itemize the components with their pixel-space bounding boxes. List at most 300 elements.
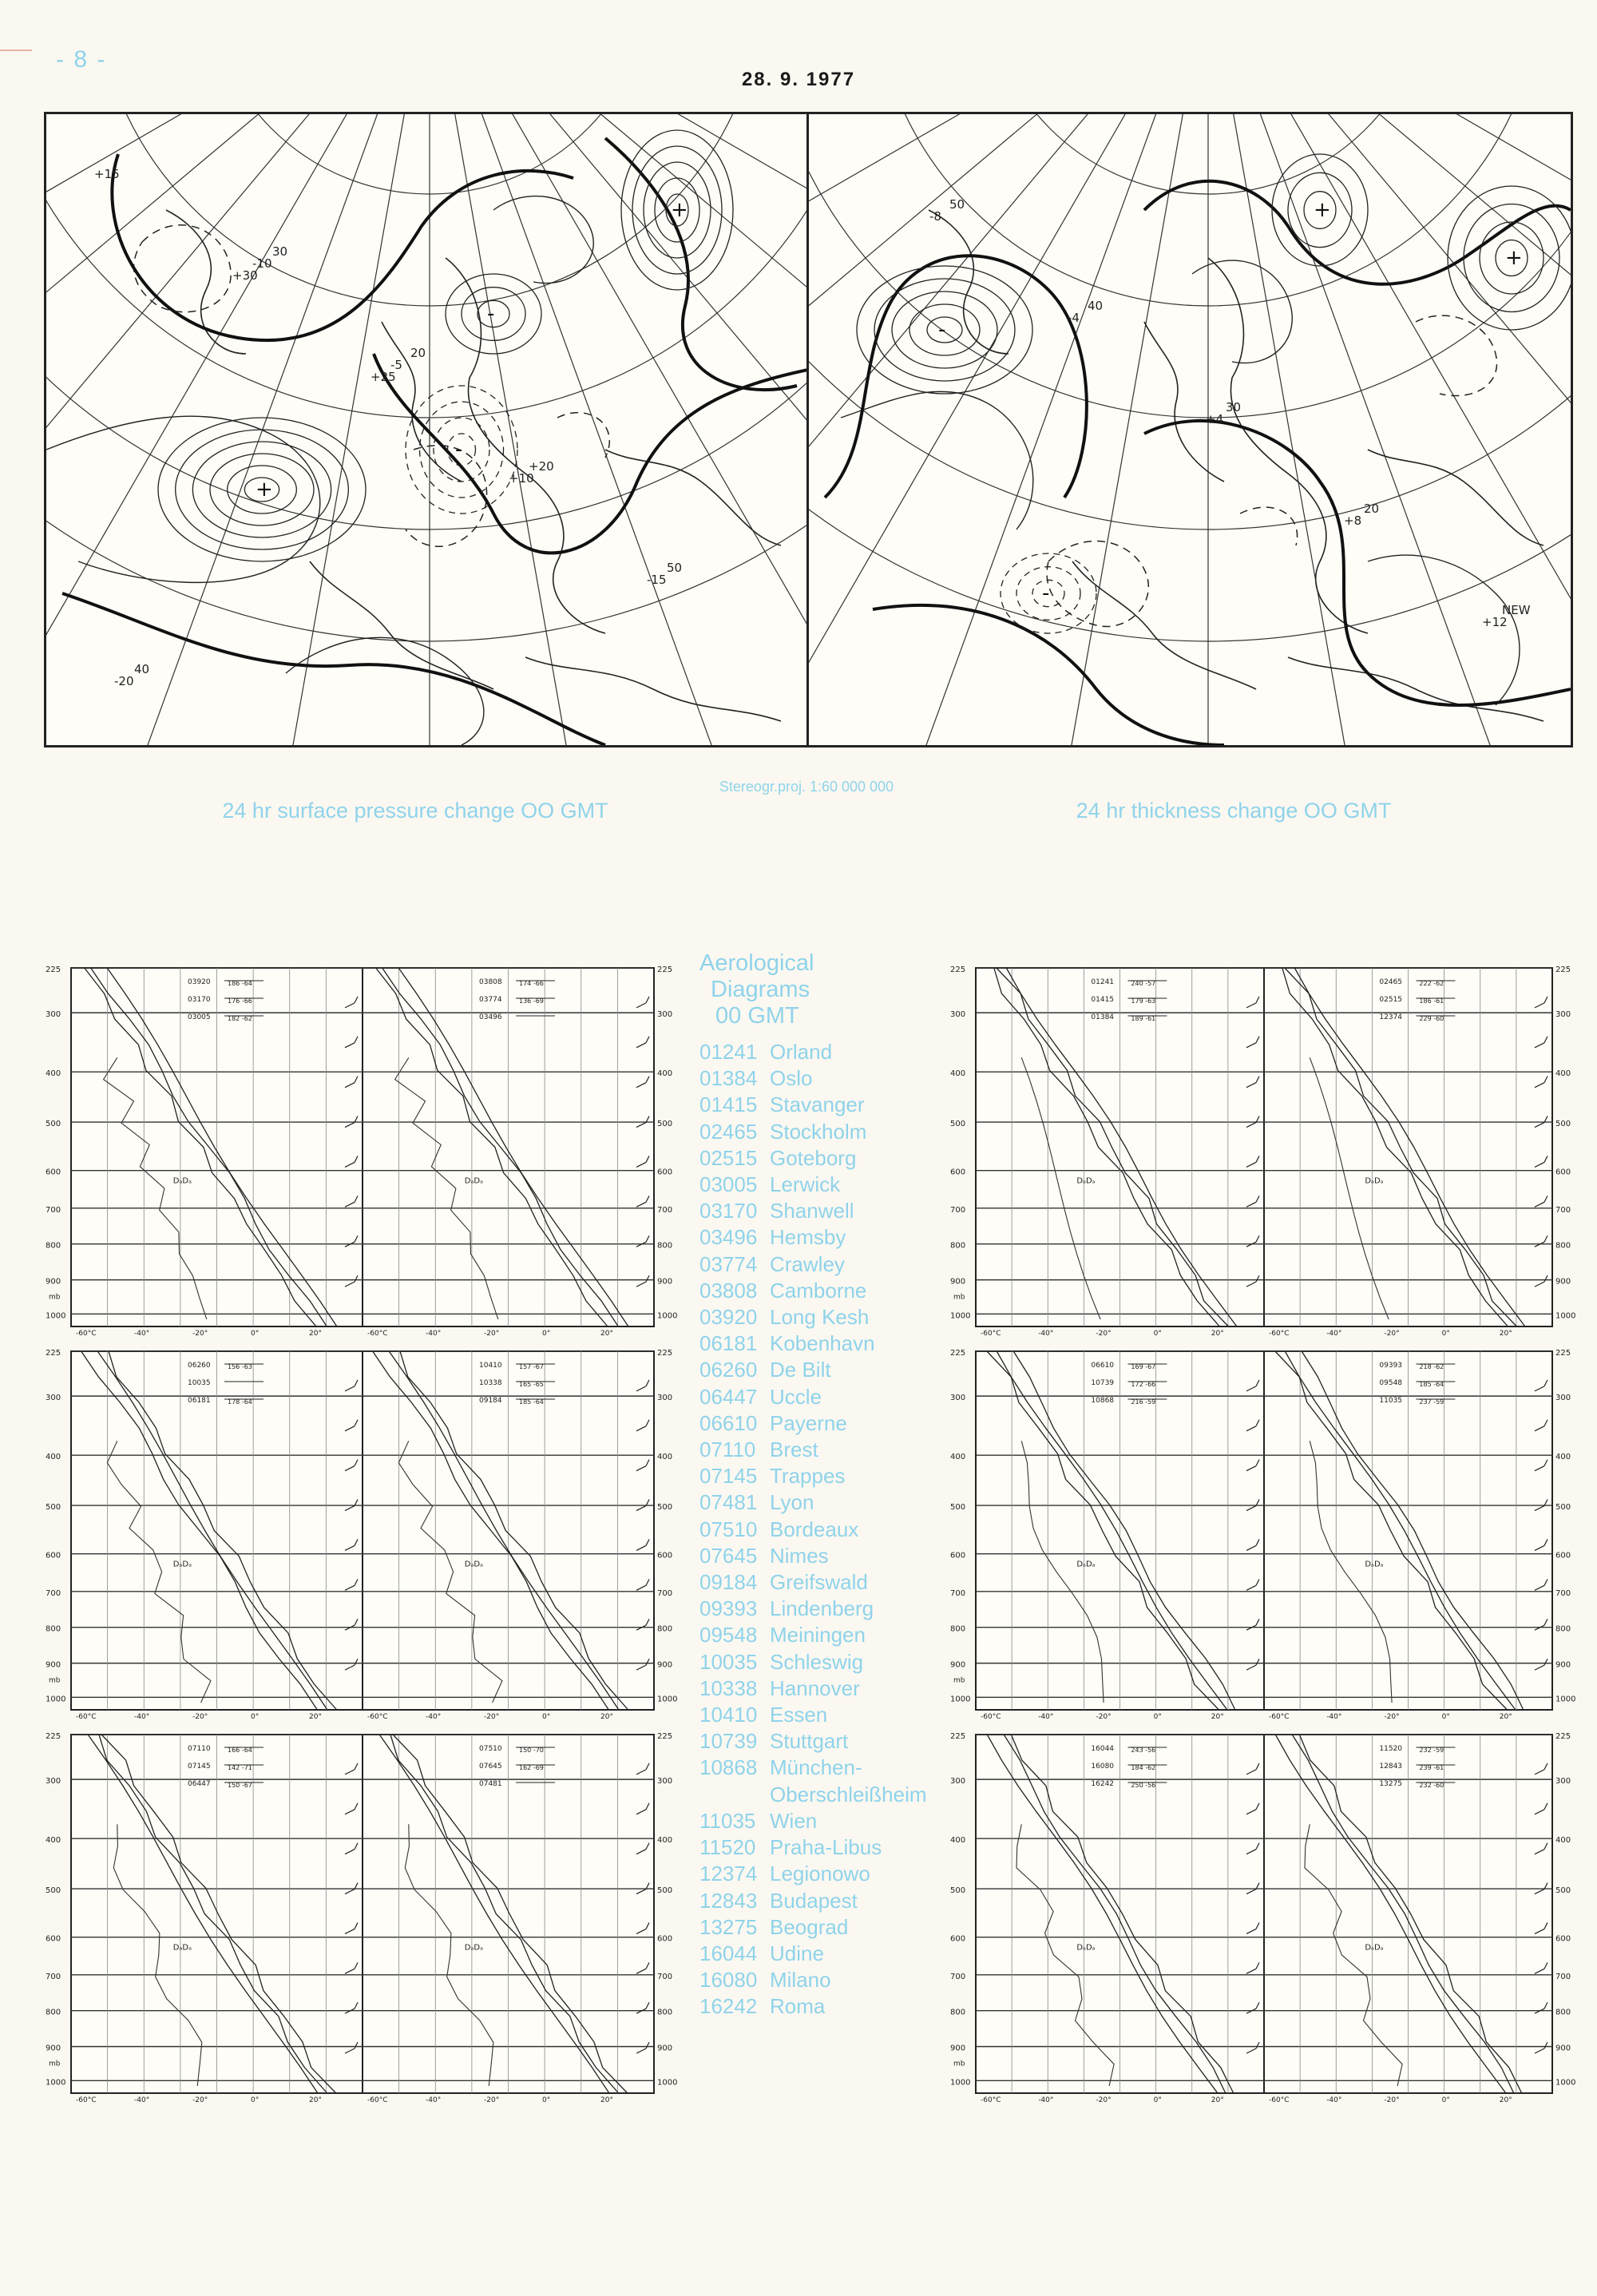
zero-isoline: [374, 354, 808, 553]
map-label: -20: [114, 674, 134, 688]
station-name: Lerwick: [770, 1172, 841, 1197]
aerological-diagram: [44, 1342, 681, 1721]
station-code: 10410: [699, 1703, 758, 1727]
diagram-station-code: 06181: [188, 1397, 211, 1405]
temperature-label: 0°: [1153, 2096, 1162, 2104]
temperature-label: -20°: [484, 1713, 500, 1721]
left-map-caption: 24 hr surface pressure change OO GMT: [222, 799, 608, 823]
station-name: Long Kesh: [770, 1305, 870, 1330]
pressure-label: 900: [46, 1660, 61, 1670]
station-list: [699, 950, 939, 2020]
map-label: +20: [529, 459, 554, 474]
temperature-label: -40°: [1326, 1713, 1342, 1721]
pressure-label: 1000: [950, 2078, 971, 2088]
station-code: 10035: [699, 1649, 758, 1674]
center-marker: -: [487, 302, 495, 326]
station-code: 16080: [699, 1968, 758, 1993]
map-label: -4: [1068, 311, 1080, 325]
temperature-label: 20°: [1211, 2096, 1224, 2104]
pressure-label: 300: [657, 1394, 673, 1403]
map-left-canvas: [46, 114, 808, 745]
diagram-station-wind: 237 -59: [1419, 1398, 1444, 1406]
meridian-line: [46, 114, 430, 689]
diagram-station-code: 10739: [1091, 1379, 1115, 1387]
map-label: +10: [509, 471, 534, 486]
temperature-label: 0°: [251, 2096, 260, 2104]
station-row: [699, 1543, 939, 1569]
temperature-label: 20°: [1499, 1713, 1512, 1721]
station-code: 07110: [699, 1437, 756, 1462]
map-label: 50: [667, 561, 683, 575]
diagram-station-code: 01384: [1091, 1013, 1115, 1021]
pressure-label: 225: [46, 1349, 61, 1358]
map-label: +30: [232, 268, 258, 283]
diagram-station-code: 02515: [1379, 996, 1403, 1004]
diagram-station-wind: 232 -60: [1419, 1782, 1444, 1789]
pressure-label: 600: [46, 1551, 61, 1560]
isoline: [286, 637, 484, 745]
station-rows: [699, 1039, 939, 2020]
pressure-label: 225: [950, 1732, 966, 1741]
diagram-station-code: 10035: [188, 1379, 211, 1387]
map-isolines: [46, 130, 808, 745]
pressure-label: 300: [1555, 1010, 1571, 1020]
meridian-line: [1208, 114, 1571, 745]
station-row: [699, 1489, 939, 1516]
temperature-label: 0°: [1441, 1713, 1450, 1721]
diagram-station-code: 03920: [188, 978, 211, 986]
station-row: [699, 1808, 939, 1834]
temperature-label: -40°: [1038, 1713, 1054, 1721]
station-name: Oslo: [770, 1066, 813, 1091]
diagram-station-code: 11035: [1379, 1397, 1403, 1405]
aerological-diagram: [949, 958, 1579, 1338]
station-code: 03170: [699, 1199, 758, 1223]
pressure-label: 1000: [46, 2078, 66, 2088]
pressure-label: 1000: [46, 1311, 66, 1321]
station-code: 07510: [699, 1517, 758, 1541]
pressure-label: 225: [657, 966, 673, 974]
diagram-station-wind: 229 -60: [1419, 1015, 1444, 1022]
dashed-isoline: [1416, 315, 1497, 395]
pressure-label: 700: [657, 1205, 673, 1215]
station-row: [699, 1198, 939, 1224]
station-row: [699, 1251, 939, 1278]
temperature-label: -20°: [1384, 2096, 1400, 2104]
center-marker: -: [938, 318, 946, 342]
pressure-label: 1000: [950, 1311, 971, 1321]
temperature-label: -60°C: [367, 2096, 388, 2104]
pressure-label: 800: [950, 1624, 966, 1634]
isoline: [46, 416, 320, 582]
page-date: 28. 9. 1977: [741, 69, 856, 90]
pressure-label: 1000: [1555, 1695, 1576, 1704]
diagram-station-code: 07110: [188, 1745, 211, 1753]
pressure-label: 700: [950, 1972, 966, 1981]
diagram-station-code: 10410: [479, 1362, 502, 1370]
station-name: Milano: [770, 1968, 831, 1993]
diagram-station-code: 06260: [188, 1362, 211, 1370]
pressure-label: 400: [657, 1453, 673, 1462]
station-name: Oberschleißheim: [770, 1782, 927, 1806]
pressure-label: 300: [950, 1010, 966, 1020]
diagram-station-code: 03170: [188, 996, 211, 1004]
station-list-title-1: Aerological: [699, 950, 814, 976]
center-marker: +: [1505, 246, 1523, 270]
coastline: [525, 657, 781, 721]
temperature-label: -40°: [426, 1713, 442, 1721]
temperature-label: -60°C: [981, 2096, 1001, 2104]
temperature-label: 20°: [600, 1713, 613, 1721]
top-rule: [0, 50, 32, 51]
mb-label: mb: [953, 1293, 965, 1302]
pressure-label: 900: [950, 1277, 966, 1287]
map-right-canvas: [809, 114, 1571, 745]
pressure-label: 400: [1555, 1069, 1571, 1079]
pressure-label: 400: [657, 1836, 673, 1846]
temperature-label: -20°: [1096, 2096, 1112, 2104]
pressure-label: 900: [657, 1660, 673, 1670]
pressure-label: 900: [1555, 1660, 1571, 1670]
pressure-label: 1000: [657, 1311, 678, 1321]
pressure-label: 300: [46, 1394, 61, 1403]
temperature-label: -20°: [1384, 1330, 1400, 1338]
station-row: [699, 1967, 939, 1993]
station-name: Goteborg: [770, 1145, 857, 1170]
diagram-station-code: 09548: [1379, 1379, 1403, 1387]
station-row: [699, 1834, 939, 1861]
pressure-label: 400: [1555, 1836, 1571, 1846]
station-code: 12843: [699, 1888, 758, 1913]
pressure-label: 225: [46, 1732, 61, 1741]
dd-label: DₐDₐ: [1365, 1943, 1384, 1953]
map-label: 20: [1364, 502, 1380, 516]
map-label: +25: [371, 370, 396, 384]
diagram-station-wind: 136 -69: [519, 997, 544, 1005]
pressure-label: 300: [950, 1777, 966, 1786]
pressure-label: 900: [46, 1277, 61, 1287]
station-row: [699, 1092, 939, 1118]
map-label: 40: [134, 662, 150, 676]
station-code: 03808: [699, 1278, 758, 1303]
pressure-label: 400: [950, 1069, 966, 1079]
pressure-label: 600: [950, 1934, 966, 1944]
isoline: [841, 391, 1033, 529]
pressure-label: 400: [950, 1453, 966, 1462]
temperature-label: 0°: [1153, 1713, 1162, 1721]
station-name: Budapest: [770, 1888, 858, 1913]
pressure-label: 1000: [657, 2078, 678, 2088]
pressure-label: 700: [950, 1588, 966, 1598]
pressure-label: 900: [1555, 2044, 1571, 2053]
station-row: [699, 1224, 939, 1251]
pressure-label: 800: [950, 1241, 966, 1251]
pressure-label: 900: [950, 2044, 966, 2053]
temperature-label: -20°: [484, 1330, 500, 1338]
diagram-station-code: 13275: [1379, 1780, 1403, 1788]
temperature-label: 0°: [542, 2096, 551, 2104]
pressure-label: 500: [950, 1120, 966, 1129]
pressure-label: 700: [1555, 1588, 1571, 1598]
station-code: 03496: [699, 1225, 758, 1250]
pressure-label: 900: [46, 2044, 61, 2053]
mb-label: mb: [49, 1293, 61, 1302]
pressure-label: 800: [46, 1241, 61, 1251]
diagram-station-wind: 156 -63: [228, 1363, 252, 1370]
map-label: -5: [390, 358, 402, 372]
station-row: [699, 1649, 939, 1675]
station-name: Stockholm: [770, 1119, 867, 1144]
center-marker: +: [256, 478, 273, 502]
diagram-station-code: 07510: [479, 1745, 502, 1753]
pressure-label: 900: [657, 2044, 673, 2053]
station-row: [699, 1065, 939, 1092]
diagram-station-code: 07481: [479, 1780, 502, 1788]
aerological-diagram: [949, 1725, 1579, 2104]
station-name: München-: [770, 1755, 862, 1780]
pressure-label: 800: [657, 1241, 673, 1251]
diagram-station-wind: 166 -64: [228, 1747, 252, 1754]
station-row: [699, 1145, 939, 1172]
temperature-label: 20°: [309, 1330, 322, 1338]
station-row: [699, 1596, 939, 1622]
diagram-station-code: 01241: [1091, 978, 1115, 986]
diagram-station-code: 03808: [479, 978, 502, 986]
coastline: [1288, 657, 1544, 721]
map-surface-pressure-change: [44, 112, 810, 747]
pressure-label: 225: [657, 1732, 673, 1741]
diagram-station-wind: 240 -57: [1131, 980, 1156, 987]
dd-label: DₐDₐ: [172, 1560, 192, 1569]
pressure-label: 500: [46, 1503, 61, 1513]
dd-label: DₐDₐ: [1365, 1560, 1384, 1569]
temperature-label: -60°C: [76, 1330, 97, 1338]
station-name: Crawley: [770, 1251, 845, 1276]
station-code: 12374: [699, 1862, 758, 1886]
diagram-station-wind: 162 -69: [519, 1764, 544, 1771]
temperature-label: -20°: [192, 2096, 208, 2104]
station-row: [699, 1172, 939, 1198]
temperature-label: 0°: [251, 1713, 260, 1721]
pressure-label: 500: [950, 1503, 966, 1513]
pressure-label: 400: [46, 1836, 61, 1846]
pressure-label: 700: [46, 1972, 61, 1981]
pressure-label: 600: [657, 1934, 673, 1944]
diagram-station-wind: 232 -59: [1419, 1747, 1444, 1754]
dd-label: DₐDₐ: [1076, 1560, 1096, 1569]
pressure-label: 400: [1555, 1453, 1571, 1462]
station-name: Praha-Libus: [770, 1835, 882, 1860]
aerological-diagram: [949, 1342, 1579, 1721]
diagram-station-wind: 174 -66: [519, 980, 544, 987]
station-name: Brest: [770, 1437, 818, 1462]
temperature-label: 20°: [600, 2096, 613, 2104]
pressure-label: 800: [1555, 1241, 1571, 1251]
dd-label: DₐDₐ: [1076, 1943, 1096, 1953]
pressure-label: 300: [950, 1394, 966, 1403]
station-code: 16242: [699, 1994, 758, 2019]
pressure-label: 800: [1555, 2008, 1571, 2017]
map-label: 30: [1226, 400, 1242, 414]
temperature-label: 0°: [542, 1713, 551, 1721]
diagram-canvas: [949, 958, 1579, 1338]
pressure-label: 225: [46, 966, 61, 974]
station-row: [699, 1410, 939, 1437]
diagram-canvas: [949, 1725, 1579, 2104]
station-code: 10338: [699, 1675, 758, 1700]
meridian-line: [809, 114, 1208, 745]
map-thickness-change: [806, 112, 1573, 747]
station-name: Meiningen: [770, 1623, 866, 1648]
diagram-station-code: 10338: [479, 1379, 502, 1387]
map-label: +12: [1482, 615, 1508, 629]
parallel-line: [46, 114, 808, 418]
pressure-label: 600: [46, 1168, 61, 1177]
diagram-station-wind: 222 -62: [1419, 980, 1444, 987]
temperature-label: 20°: [309, 2096, 322, 2104]
diagram-station-wind: 184 -62: [1131, 1764, 1156, 1771]
map-isolines: [825, 154, 1571, 745]
pressure-label: 400: [950, 1836, 966, 1846]
pressure-label: 500: [657, 1120, 673, 1129]
station-code: 06260: [699, 1358, 758, 1382]
station-name: Udine: [770, 1941, 824, 1965]
station-code: 06610: [699, 1410, 758, 1435]
station-row: [699, 1330, 939, 1357]
map-label: -8: [929, 209, 941, 224]
temperature-label: -40°: [1038, 2096, 1054, 2104]
station-row: [699, 1675, 939, 1702]
map-label: +15: [94, 167, 120, 181]
diagram-station-code: 03774: [479, 996, 502, 1004]
diagram-canvas: [44, 1725, 681, 2104]
temperature-label: -60°C: [76, 2096, 97, 2104]
diagram-station-code: 01415: [1091, 996, 1115, 1004]
diagram-station-code: 16044: [1091, 1745, 1115, 1753]
station-code: [699, 1782, 770, 1808]
map-graticule: [809, 114, 1571, 745]
diagram-station-code: 16242: [1091, 1780, 1115, 1788]
pressure-label: 300: [657, 1010, 673, 1020]
station-code: 03774: [699, 1251, 758, 1276]
diagram-station-wind: 169 -67: [1131, 1363, 1156, 1370]
station-code: 03005: [699, 1172, 758, 1197]
diagram-station-code: 16080: [1091, 1763, 1115, 1771]
pressure-label: 500: [46, 1886, 61, 1896]
station-row: [699, 1569, 939, 1596]
station-name: Lyon: [770, 1490, 814, 1515]
diagram-station-code: 12843: [1379, 1763, 1403, 1771]
dashed-isoline: [134, 225, 232, 312]
parallel-line: [46, 114, 808, 641]
map-labels: [929, 197, 1531, 629]
diagram-station-wind: 186 -64: [228, 980, 252, 987]
diagram-station-wind: 150 -67: [228, 1782, 252, 1789]
map-label: -15: [647, 573, 667, 587]
station-name: Trappes: [770, 1464, 846, 1489]
pressure-label: 600: [1555, 1168, 1571, 1177]
pressure-label: 300: [657, 1777, 673, 1786]
temperature-label: -20°: [192, 1330, 208, 1338]
diagram-station-code: 10868: [1091, 1397, 1115, 1405]
station-name: Lindenberg: [770, 1596, 874, 1621]
station-list-title-3: 00 GMT: [715, 1003, 799, 1029]
station-name: Beograd: [770, 1914, 849, 1939]
meridian-line: [1014, 114, 1208, 745]
station-name: Nimes: [770, 1543, 829, 1568]
temperature-label: -20°: [1096, 1713, 1112, 1721]
temperature-label: 20°: [309, 1713, 322, 1721]
pressure-label: 1000: [1555, 1311, 1576, 1321]
temperature-label: -40°: [134, 2096, 150, 2104]
map-label: NEW: [1502, 603, 1531, 617]
pressure-label: 1000: [1555, 2078, 1576, 2088]
coastline: [310, 561, 493, 689]
map-label: +8: [1344, 514, 1362, 528]
station-code: 11035: [699, 1808, 756, 1833]
temperature-label: -60°C: [1269, 1713, 1290, 1721]
station-row: [699, 1782, 939, 1808]
station-row: [699, 1914, 939, 1941]
diagram-station-code: 09184: [479, 1397, 502, 1405]
pressure-label: 400: [46, 1069, 61, 1079]
pressure-label: 300: [46, 1777, 61, 1786]
station-code: 13275: [699, 1914, 758, 1939]
diagram-station-wind: 250 -56: [1131, 1782, 1156, 1789]
pressure-label: 500: [1555, 1120, 1571, 1129]
pressure-label: 400: [46, 1453, 61, 1462]
diagram-station-code: 02465: [1379, 978, 1403, 986]
diagram-station-wind: 182 -62: [228, 1015, 252, 1022]
station-row: [699, 1463, 939, 1489]
pressure-label: 600: [950, 1551, 966, 1560]
diagram-station-wind: 239 -61: [1419, 1764, 1444, 1771]
pressure-label: 500: [1555, 1886, 1571, 1896]
temperature-label: -20°: [1096, 1330, 1112, 1338]
station-code: 07481: [699, 1490, 758, 1515]
station-name: Stavanger: [770, 1092, 865, 1117]
station-code: 11520: [699, 1835, 756, 1860]
diagram-station-wind: 157 -67: [519, 1363, 544, 1370]
diagram-station-wind: 216 -59: [1131, 1398, 1156, 1406]
pressure-label: 600: [657, 1168, 673, 1177]
pressure-label: 225: [1555, 1349, 1571, 1358]
temperature-label: -60°C: [367, 1330, 388, 1338]
pressure-label: 900: [657, 1277, 673, 1287]
diagram-station-wind: 150 -70: [519, 1747, 544, 1754]
pressure-label: 500: [657, 1503, 673, 1513]
pressure-label: 800: [46, 2008, 61, 2017]
center-marker: -: [455, 438, 463, 462]
pressure-label: 700: [657, 1972, 673, 1981]
station-row: [699, 1941, 939, 1967]
station-row: [699, 1119, 939, 1145]
dd-label: DₐDₐ: [1365, 1176, 1384, 1186]
aerological-diagram: [44, 1725, 681, 2104]
pressure-label: 800: [46, 1624, 61, 1634]
isoline: [1368, 555, 1520, 705]
diagram-station-code: 06447: [188, 1780, 211, 1788]
pressure-label: 1000: [657, 1695, 678, 1704]
coastline: [1072, 561, 1256, 689]
temperature-label: 0°: [542, 1330, 551, 1338]
pressure-label: 300: [1555, 1394, 1571, 1403]
map-label: +4: [1206, 412, 1224, 426]
station-name: Wien: [770, 1808, 818, 1833]
station-code: 09393: [699, 1596, 758, 1621]
mb-label: mb: [49, 1676, 61, 1685]
pressure-label: 400: [657, 1069, 673, 1079]
